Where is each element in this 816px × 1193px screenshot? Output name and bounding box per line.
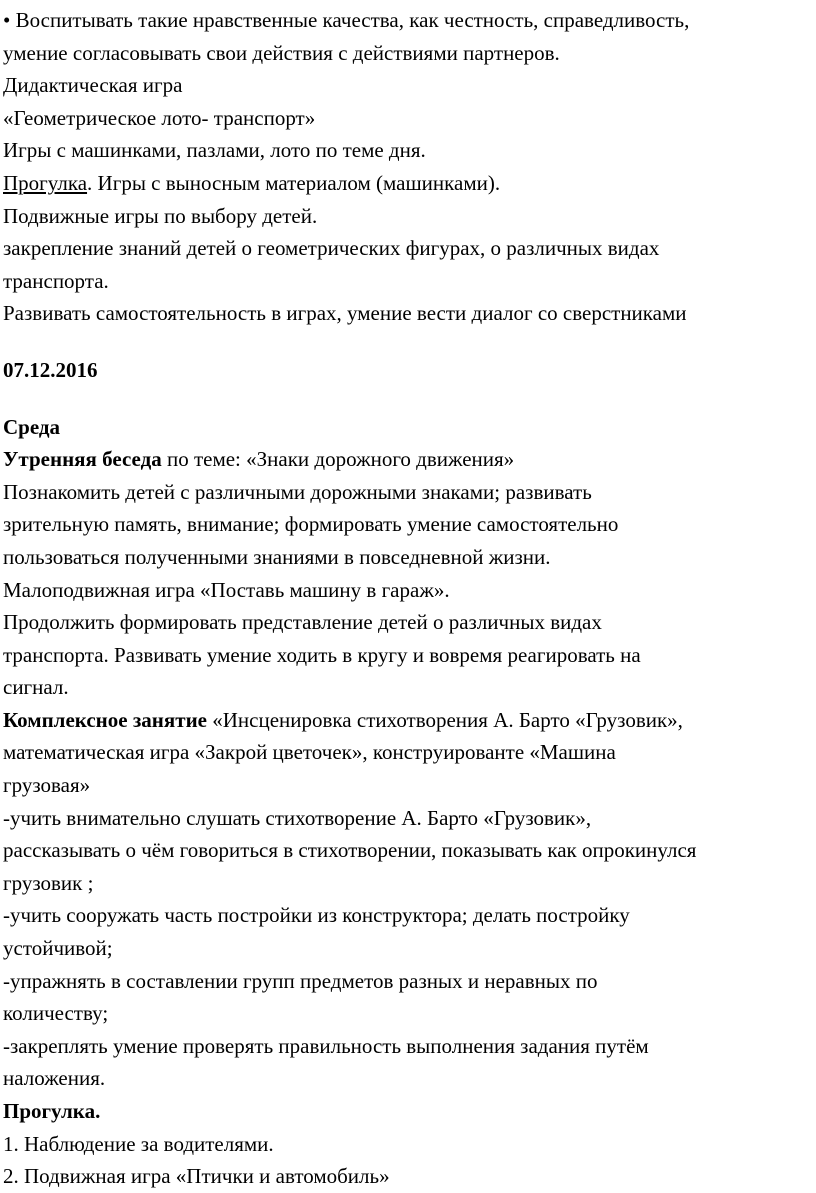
spacer xyxy=(3,330,816,354)
intro-line-2: умение согласовывать свои действия с действиями партнеров. xyxy=(3,40,560,65)
intro-line-10: Развивать самостоятельность в играх, умение вести диалог со сверстниками xyxy=(3,301,687,326)
complex-line-3: грузовая» xyxy=(3,773,91,798)
intro-line-7: Подвижные игры по выбору детей. xyxy=(3,203,318,228)
complex-line-12: наложения. xyxy=(3,1066,106,1091)
day-date: 07.12.2016 xyxy=(3,357,98,382)
morning-topic: по теме: «Знаки дорожного движения» xyxy=(161,447,515,472)
morning-label: Утренняя беседа xyxy=(3,447,162,472)
complex-line-6: грузовик ; xyxy=(3,870,94,895)
complex-line-1 xyxy=(3,704,816,737)
walk-text: . Игры с выносным материалом (машинками). xyxy=(87,170,501,195)
complex-line-7: -учить сооружать часть постройки из конструктора; делать постройку xyxy=(3,903,630,928)
complex-line-2: математическая игра «Закрой цветочек», конструированте «Машина xyxy=(3,740,616,765)
walk2-item-2: 2. Подвижная игра «Птички и автомобиль» xyxy=(3,1164,390,1189)
complex-line-4: -учить внимательно слушать стихотворение А. Барто «Грузовик», xyxy=(3,805,592,830)
walk-label: Прогулка xyxy=(3,170,88,195)
intro-line-8: закрепление знаний детей о геометрических фигурах, о различных видах xyxy=(3,236,660,261)
walk2-item-1: 1. Наблюдение за водителями. xyxy=(3,1131,274,1156)
morning-line-4: пользоваться полученными знаниями в повседневной жизни. xyxy=(3,544,551,569)
morning-line-5: Малоподвижная игра «Поставь машину в гараж». xyxy=(3,577,450,602)
morning-line-3: зрительную память, внимание; формировать умение самостоятельно xyxy=(3,512,619,537)
intro-line-9: транспорта. xyxy=(3,268,109,293)
spacer xyxy=(3,387,816,411)
intro-line-5: Игры с машинками, пазлами, лото по теме дня. xyxy=(3,138,426,163)
day-weekday: Среда xyxy=(3,414,61,439)
intro-line-1: • Воспитывать такие нравственные качества, как честность, справедливость, xyxy=(3,8,690,32)
morning-line-2: Познакомить детей с различными дорожными знаками; развивать xyxy=(3,479,592,504)
complex-label: Комплексное занятие xyxy=(3,707,207,732)
morning-line-7: транспорта. Развивать умение ходить в кругу и вовремя реагировать на xyxy=(3,642,641,667)
complex-line-11: -закреплять умение проверять правильность выполнения задания путём xyxy=(3,1033,649,1058)
morning-line-8: сигнал. xyxy=(3,675,69,700)
complex-line-9: -упражнять в составлении групп предметов разных и неравных по xyxy=(3,968,598,993)
intro-line-6 xyxy=(3,167,816,200)
complex-title: «Инсценировка стихотворения А. Барто «Грузовик», xyxy=(207,707,683,732)
morning-line-1 xyxy=(3,443,816,476)
intro-line-3: Дидактическая игра xyxy=(3,73,183,98)
morning-line-6: Продолжить формировать представление детей о различных видах xyxy=(3,610,602,635)
complex-line-5: рассказывать о чём говориться в стихотворении, показывать как опрокинулся xyxy=(3,838,697,863)
complex-line-8: устойчивой; xyxy=(3,936,113,961)
complex-line-10: количеству; xyxy=(3,1001,109,1026)
intro-line-4: «Геометрическое лото- транспорт» xyxy=(3,105,316,130)
walk2-heading: Прогулка. xyxy=(3,1099,101,1123)
